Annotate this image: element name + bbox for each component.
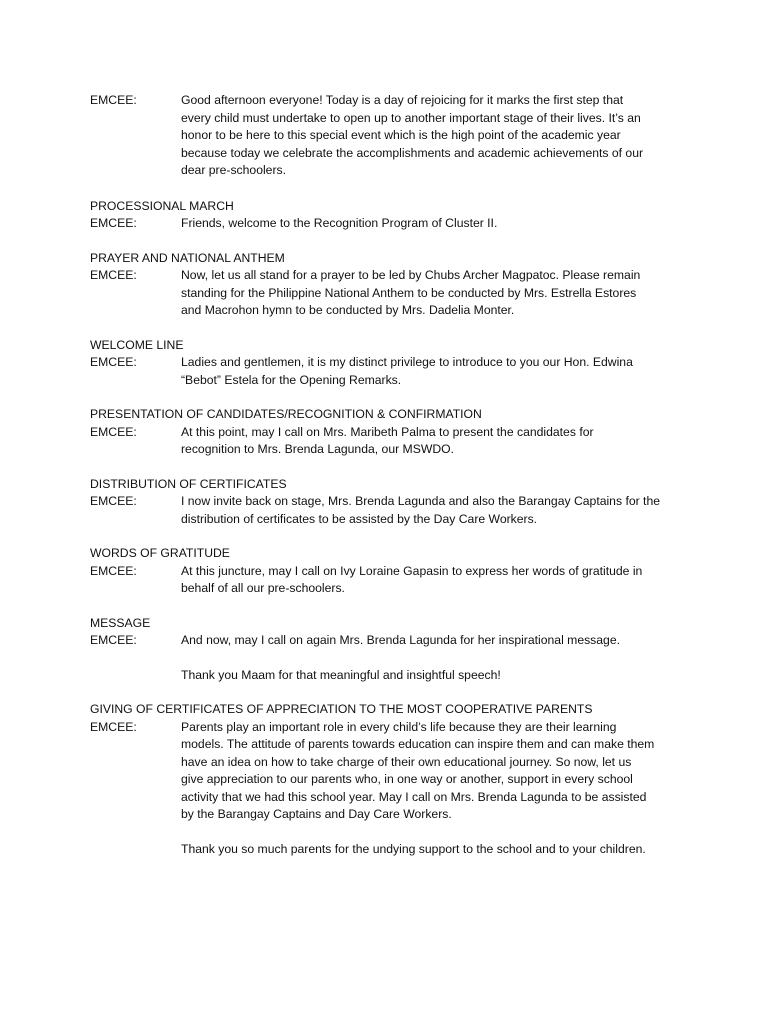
section-heading: PRESENTATION OF CANDIDATES/RECOGNITION & CONFIRMATION	[90, 407, 482, 421]
speech-line: by the Barangay Captains and Day Care Workers.	[181, 807, 452, 821]
speaker-label: EMCEE:	[90, 719, 137, 734]
speech-line: have an idea on how to take charge of their own educational journey. So now, let us	[181, 754, 632, 769]
section-message	[90, 615, 690, 685]
speaker-label: EMCEE:	[90, 355, 137, 369]
emcee-line	[90, 563, 690, 598]
speaker-label: EMCEE:	[90, 216, 137, 230]
emcee-line	[90, 424, 690, 459]
section-heading: WORDS OF GRATITUDE	[90, 546, 230, 560]
section-processional-march	[90, 198, 690, 233]
speech-line: Now, let us all stand for a prayer to be led by Chubs Archer Magpatoc. Please remain	[181, 268, 641, 282]
speech-line: honor to be here to this special event which is the high point of the academic year	[181, 128, 621, 142]
emcee-speech	[181, 267, 690, 320]
emcee-line	[90, 493, 690, 528]
speech-line: Good afternoon everyone! Today is a day of rejoicing for it marks the first step that	[181, 93, 624, 107]
speech-line: And now, may I call on again Mrs. Brenda Lagunda for her inspirational message.	[181, 633, 620, 647]
speech-line: models. The attitude of parents towards education can inspire them and can make them	[181, 737, 655, 751]
speech-line: dear pre-schoolers.	[181, 163, 286, 177]
speech-line: and Macrohon hymn to be conducted by Mrs. Dadelia Monter.	[181, 303, 515, 317]
speech-line: Ladies and gentlemen, it is my distinct privilege to introduce to you our Hon. Edwina	[181, 355, 633, 369]
section-heading: WELCOME LINE	[90, 337, 184, 352]
emcee-speech	[181, 493, 690, 528]
program-script	[90, 92, 690, 875]
section-opening	[90, 92, 690, 180]
section-prayer-anthem	[90, 250, 690, 320]
section-heading: MESSAGE	[90, 615, 151, 630]
followup-remark: Thank you Maam for that meaningful and insightful speech!	[181, 667, 501, 682]
speaker-label: EMCEE:	[90, 93, 137, 107]
speech-line: “Bebot” Estela for the Opening Remarks.	[181, 372, 402, 387]
section-heading: GIVING OF CERTIFICATES OF APPRECIATION TO THE MOST COOPERATIVE PARENTS	[90, 702, 593, 716]
emcee-line	[90, 215, 690, 233]
emcee-speech	[181, 632, 690, 650]
speech-line: distribution of certificates to be assisted by the Day Care Workers.	[181, 511, 538, 526]
section-heading: PROCESSIONAL MARCH	[90, 198, 234, 213]
speech-line: I now invite back on stage, Mrs. Brenda Lagunda and also the Barangay Captains for the	[181, 494, 660, 508]
speech-line: Parents play an important role in every child’s life because they are their learning	[181, 719, 617, 734]
emcee-line	[90, 632, 690, 650]
speaker-label: EMCEE:	[90, 633, 137, 647]
speech-line: activity that we had this school year. May I call on Mrs. Brenda Lagunda to be assisted	[181, 789, 647, 804]
section-heading: PRAYER AND NATIONAL ANTHEM	[90, 250, 285, 265]
section-presentation-candidates	[90, 406, 690, 459]
speech-line: Friends, welcome to the Recognition Program of Cluster II.	[181, 216, 498, 230]
emcee-line	[90, 267, 690, 320]
emcee-speech	[181, 719, 690, 824]
speaker-label: EMCEE:	[90, 424, 137, 439]
emcee-line	[90, 354, 690, 389]
emcee-speech	[181, 563, 690, 598]
speech-line: behalf of all our pre-schoolers.	[181, 581, 345, 595]
emcee-line	[90, 719, 690, 824]
section-heading: DISTRIBUTION OF CERTIFICATES	[90, 476, 287, 491]
section-certificates-appreciation	[90, 701, 690, 858]
speech-line: every child must undertake to open up to another important stage of their lives. It’s an	[181, 110, 641, 125]
section-welcome-line	[90, 337, 690, 390]
speech-line: At this juncture, may I call on Ivy Loraine Gapasin to express her words of gratitude in	[181, 563, 643, 578]
speaker-label: EMCEE:	[90, 268, 137, 282]
speaker-label: EMCEE:	[90, 563, 137, 578]
speaker-label: EMCEE:	[90, 494, 137, 508]
section-words-of-gratitude	[90, 545, 690, 598]
emcee-line	[90, 92, 690, 180]
followup-remark: Thank you so much parents for the undying support to the school and to your children.	[181, 841, 646, 856]
speech-line: standing for the Philippine National Anthem to be conducted by Mrs. Estrella Estores	[181, 285, 637, 300]
speech-line: recognition to Mrs. Brenda Lagunda, our MSWDO.	[181, 442, 454, 456]
emcee-speech	[181, 92, 690, 180]
emcee-speech	[181, 424, 690, 459]
speech-line: give appreciation to our parents who, in one way or another, support in every school	[181, 772, 633, 786]
speech-line: At this point, may I call on Mrs. Maribeth Palma to present the candidates for	[181, 424, 594, 439]
emcee-speech	[181, 354, 690, 389]
speech-line: because today we celebrate the accomplishments and academic achievements of our	[181, 145, 644, 160]
emcee-speech	[181, 215, 690, 233]
section-distribution-certificates	[90, 476, 690, 529]
